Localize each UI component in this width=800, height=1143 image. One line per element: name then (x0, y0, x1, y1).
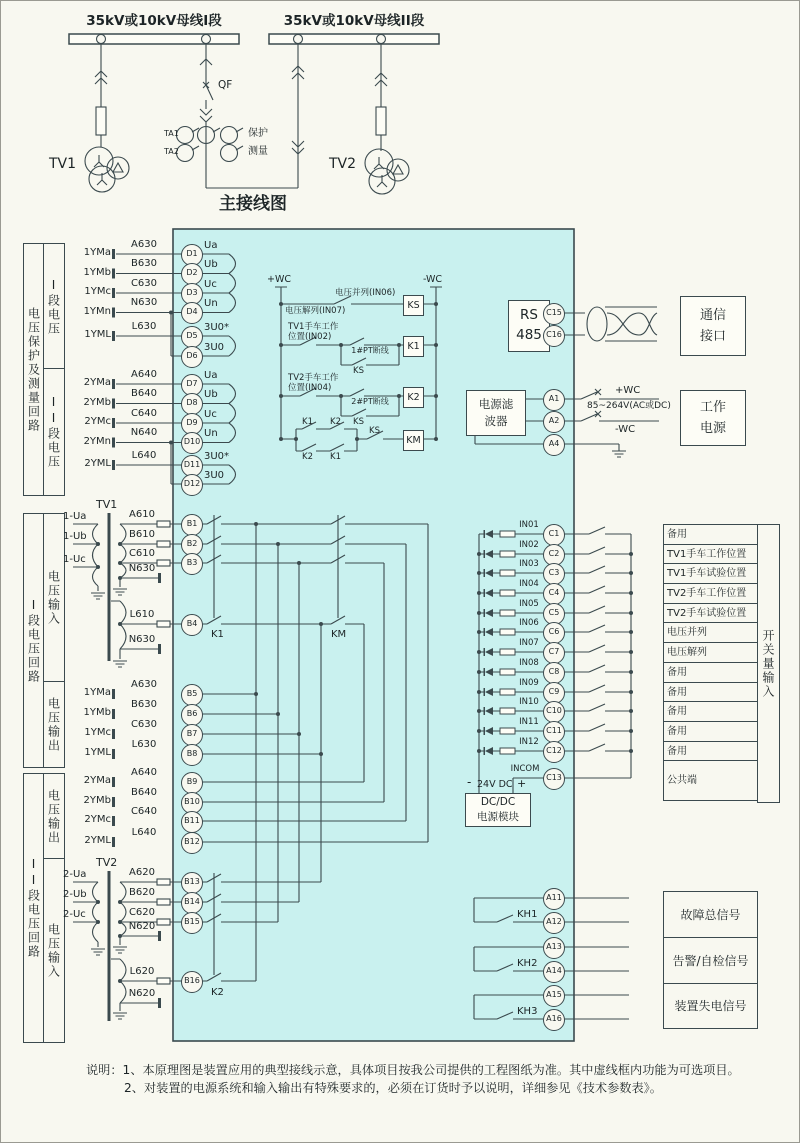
input-description-table (663, 524, 758, 801)
wire-label: B630 (131, 258, 157, 269)
wire-label: N630 (130, 297, 158, 308)
split-in07-label: 电压解列(IN07) (285, 306, 346, 316)
terminal: B16 (181, 971, 203, 993)
wire-label: B640 (131, 787, 157, 798)
k2-contact-label: K2 (330, 417, 341, 427)
signal-label: 3U0* (204, 322, 230, 333)
wire-tag: 1YMa (83, 247, 111, 258)
wc-minus-label: -WC (615, 424, 636, 435)
wire-label: L630 (131, 739, 157, 750)
signal-output-table (663, 891, 758, 1029)
terminal: A14 (543, 961, 565, 983)
terminal: D4 (181, 302, 203, 324)
input-desc: 备用 (664, 663, 757, 683)
terminal: C15 (543, 303, 565, 325)
tv1-section-title: TV1 (96, 498, 118, 511)
input-desc: 备用 (664, 683, 757, 703)
terminal: C1 (543, 524, 565, 546)
terminal: C4 (543, 583, 565, 605)
terminal: B11 (181, 811, 203, 833)
terminal: B7 (181, 724, 203, 746)
signal-desc: 装置失电信号 (674, 999, 747, 1013)
terminal: C12 (543, 741, 565, 763)
incom-label: INCOM (510, 764, 540, 774)
group-voltage-out-1: 电压输出 (43, 681, 65, 768)
signal-label: Uc (204, 409, 217, 420)
input-id-label: IN07 (519, 638, 539, 648)
terminal: A1 (543, 389, 565, 411)
parallel-in06-label: 电压并列(IN06) (335, 288, 396, 298)
wire-tag: 2YMc (84, 814, 111, 825)
terminal: B9 (181, 772, 203, 794)
input-desc: TV2手车试验位置 (664, 604, 757, 624)
input-desc: 电压解列 (664, 643, 757, 663)
dcdc-module-box: DC/DC 电源模块 (465, 793, 531, 827)
wire-label: N640 (130, 427, 158, 438)
terminal: B13 (181, 872, 203, 894)
wire-label: A620 (129, 867, 155, 878)
wire-label: C620 (128, 907, 156, 918)
input-id-label: IN10 (519, 697, 539, 707)
kh2-contact-label: KH2 (517, 958, 538, 969)
signal-desc: 告警/自检信号 (664, 938, 757, 984)
km-gang-label: KM (331, 629, 347, 640)
terminal: C5 (543, 603, 565, 625)
note-line-1: 说明：1、本原理图是装置应用的典型接线示意，具体项目按我公司提供的工程图纸为准。其中虚线框内功能为可选项目。 (86, 1063, 740, 1077)
wire-label: C630 (130, 719, 158, 730)
ks-contact-label: KS (353, 366, 364, 376)
terminal: B12 (181, 832, 203, 854)
signal-label: Ua (204, 240, 218, 251)
input-id-label: IN03 (519, 559, 539, 569)
terminal: B2 (181, 534, 203, 556)
input-id-label: IN04 (519, 579, 539, 589)
wire-label: C640 (130, 408, 158, 419)
group-section1-circuit: I段电压回路 (23, 513, 45, 768)
wire-label: A630 (131, 679, 157, 690)
terminal: C8 (543, 662, 565, 684)
wire-label: B640 (131, 388, 157, 399)
group-voltage-protection: 电压保护及测量回路 (23, 243, 45, 496)
terminal: B15 (181, 912, 203, 934)
ta1-label: TA1 (164, 129, 179, 138)
measurement-label: 测量 (248, 146, 268, 157)
terminal: D1 (181, 244, 203, 266)
qf-label: QF (218, 79, 233, 91)
dc-plus-label: + (517, 777, 527, 790)
wire-label: L620 (129, 966, 155, 977)
input-desc: TV2手车工作位置 (664, 584, 757, 604)
terminal: D12 (181, 474, 203, 496)
wire-tag: 1YMa (83, 687, 111, 698)
wire-label: C640 (130, 806, 158, 817)
power-range-label: 85~264V(AC或DC) (587, 401, 671, 411)
terminal: C16 (543, 325, 565, 347)
wire-tag: 1YML (84, 747, 111, 758)
signal-desc: 故障总信号 (664, 892, 757, 938)
rs485-line2: 485 (516, 327, 542, 343)
terminal: C11 (543, 721, 565, 743)
rs485-line1: RS (520, 307, 538, 324)
wire-label: C610 (128, 548, 156, 559)
terminal: B4 (181, 614, 203, 636)
wire-label: A640 (131, 767, 157, 778)
terminal: C7 (543, 642, 565, 664)
group-section2-circuit: II段电压回路 (23, 773, 45, 1043)
busbar-1-label: 35kV或10kV母线I段 (86, 13, 222, 29)
tv2-section-title: TV2 (96, 856, 118, 869)
terminal: D2 (181, 263, 203, 285)
k1-contact-label: K1 (302, 417, 313, 427)
terminal: A15 (543, 985, 565, 1007)
tv1-label: TV1 (49, 156, 77, 172)
tv1-truck-label-2: 位置(IN02) (288, 332, 332, 342)
tv2-label: TV2 (329, 156, 357, 172)
pt2-broken-label: 2#PT断线 (351, 397, 389, 406)
wire-tag: 2YMn (83, 436, 111, 447)
wire-label: B620 (129, 887, 155, 898)
terminal: D5 (181, 326, 203, 348)
group-section2-voltage: II段电压 (43, 368, 65, 496)
wire-tag: 2YML (84, 458, 111, 469)
busbar-2-label: 35kV或10kV母线II段 (283, 13, 425, 29)
input-desc: 备用 (664, 722, 757, 742)
power-filter-box: 电源滤 波器 (466, 390, 526, 436)
phase-tag: 1-Ua (63, 511, 87, 522)
tv1-truck-label-1: TV1手车工作 (288, 322, 339, 332)
input-desc: TV1手车工作位置 (664, 545, 757, 565)
input-desc: TV1手车试验位置 (664, 564, 757, 584)
input-id-label: IN06 (519, 618, 539, 628)
input-desc: 备用 (664, 702, 757, 722)
wire-label: A630 (131, 239, 157, 250)
terminal: D8 (181, 393, 203, 415)
wire-label: L640 (131, 827, 157, 838)
kh1-contact-label: KH1 (517, 909, 538, 920)
main-diagram-title: 主接线图 (219, 194, 287, 214)
wire-tag: 1YMb (83, 707, 111, 718)
wire-tag: 1YMc (84, 727, 111, 738)
working-power-box: 工作 电源 (680, 390, 746, 446)
k2-relay-coil: K2 (403, 387, 424, 408)
terminal: B8 (181, 744, 203, 766)
group-voltage-in-2: 电压输入 (43, 858, 65, 1043)
wire-label: N630 (128, 634, 156, 645)
wire-label: A610 (129, 509, 155, 520)
signal-label: 3U0 (204, 342, 225, 353)
ks-contact-label: KS (353, 417, 364, 427)
wire-tag: 1YMn (83, 306, 111, 317)
signal-label: Uc (204, 279, 217, 290)
signal-label: Un (204, 298, 218, 309)
input-desc: 备用 (664, 742, 757, 762)
note-line-2: 2、对装置的电源系统和输入输出有特殊要求的，必须在订货时予以说明，详细参见《技术参数表》。 (124, 1081, 662, 1095)
terminal: B5 (181, 684, 203, 706)
wire-tag: 1YML (84, 329, 111, 340)
input-id-label: IN02 (519, 540, 539, 550)
signal-label: 3U0 (204, 470, 225, 481)
input-id-label: IN08 (519, 658, 539, 668)
dc-voltage-label: 24V DC (477, 779, 513, 790)
terminal: C2 (543, 544, 565, 566)
input-desc: 备用 (664, 525, 757, 545)
terminal: A16 (543, 1009, 565, 1031)
input-id-label: IN05 (519, 599, 539, 609)
input-id-label: IN09 (519, 678, 539, 688)
input-desc: 电压并列 (664, 623, 757, 643)
terminal: A12 (543, 912, 565, 934)
terminal: B3 (181, 553, 203, 575)
wire-label: N620 (128, 921, 156, 932)
wire-label: N620 (128, 988, 156, 999)
wire-label: B630 (131, 699, 157, 710)
wire-tag: 1YMc (84, 286, 111, 297)
wire-label: L610 (129, 609, 155, 620)
terminal: B10 (181, 792, 203, 814)
terminal: D3 (181, 283, 203, 305)
terminal: B14 (181, 892, 203, 914)
k2-gang-label: K2 (211, 987, 224, 998)
wire-label: L640 (131, 450, 157, 461)
signal-label: Ub (204, 259, 218, 270)
wire-tag: 1YMb (83, 267, 111, 278)
wc-minus-label: -WC (423, 274, 443, 285)
wire-label: B610 (129, 529, 155, 540)
signal-label: 3U0* (204, 451, 230, 462)
terminal: D7 (181, 374, 203, 396)
phase-tag: 2-Uc (63, 909, 86, 920)
wc-plus-label: +WC (615, 385, 641, 396)
terminal: A13 (543, 937, 565, 959)
ks-relay-coil: KS (403, 295, 424, 316)
signal-label: Un (204, 428, 218, 439)
terminal: C6 (543, 622, 565, 644)
wc-plus-label: +WC (267, 274, 291, 285)
input-id-label: IN11 (519, 717, 539, 727)
pt1-broken-label: 1#PT断线 (351, 346, 389, 355)
phase-tag: 1-Uc (63, 554, 86, 565)
ta2-label: TA2 (164, 147, 179, 156)
input-desc-common: 公共端 (667, 775, 697, 787)
tv2-truck-label-2: 位置(IN04) (288, 383, 332, 393)
comm-interface-box: 通信 接口 (680, 296, 746, 356)
terminal: D11 (181, 455, 203, 477)
terminal: D10 (181, 432, 203, 454)
wire-label: L630 (131, 321, 157, 332)
terminal: B6 (181, 704, 203, 726)
k2-contact-label: K2 (302, 452, 313, 462)
signal-label: Ub (204, 389, 218, 400)
wire-label: C630 (130, 278, 158, 289)
wire-tag: 2YML (84, 835, 111, 846)
terminal: C3 (543, 563, 565, 585)
wire-label: A640 (131, 369, 157, 380)
wire-tag: 2YMb (83, 397, 111, 408)
tv2-truck-label-1: TV2手车工作 (288, 373, 339, 383)
protection-label: 保护 (248, 128, 268, 139)
terminal: C10 (543, 701, 565, 723)
terminal: A2 (543, 411, 565, 433)
input-id-label: IN01 (519, 520, 539, 530)
phase-tag: 2-Ub (63, 889, 87, 900)
terminal: C13 (543, 768, 565, 790)
k1-contact-label: K1 (330, 452, 341, 462)
terminal: A11 (543, 888, 565, 910)
terminal: D9 (181, 413, 203, 435)
wire-tag: 2YMa (83, 377, 111, 388)
wire-tag: 2YMa (83, 775, 111, 786)
group-voltage-in-1: 电压输入 (43, 513, 65, 683)
k1-gang-label: K1 (211, 629, 224, 640)
phase-tag: 2-Ua (63, 869, 87, 880)
input-id-label: IN12 (519, 737, 539, 747)
wire-label: N630 (128, 563, 156, 574)
phase-tag: 1-Ub (63, 531, 87, 542)
terminal: A4 (543, 434, 565, 456)
terminal: C9 (543, 682, 565, 704)
terminal: B1 (181, 514, 203, 536)
switch-input-title: 开关量输入 (757, 524, 780, 803)
group-section1-voltage: I段电压 (43, 243, 65, 370)
wire-tag: 2YMb (83, 795, 111, 806)
signal-label: Ua (204, 370, 218, 381)
km-relay-coil: KM (403, 430, 424, 451)
k1-relay-coil: K1 (403, 336, 424, 357)
dc-minus-label: - (467, 775, 472, 789)
wire-tag: 2YMc (84, 416, 111, 427)
group-voltage-out-2: 电压输出 (43, 773, 65, 860)
ks-contact-label: KS (369, 426, 380, 436)
kh3-contact-label: KH3 (517, 1006, 538, 1017)
terminal: D6 (181, 346, 203, 368)
